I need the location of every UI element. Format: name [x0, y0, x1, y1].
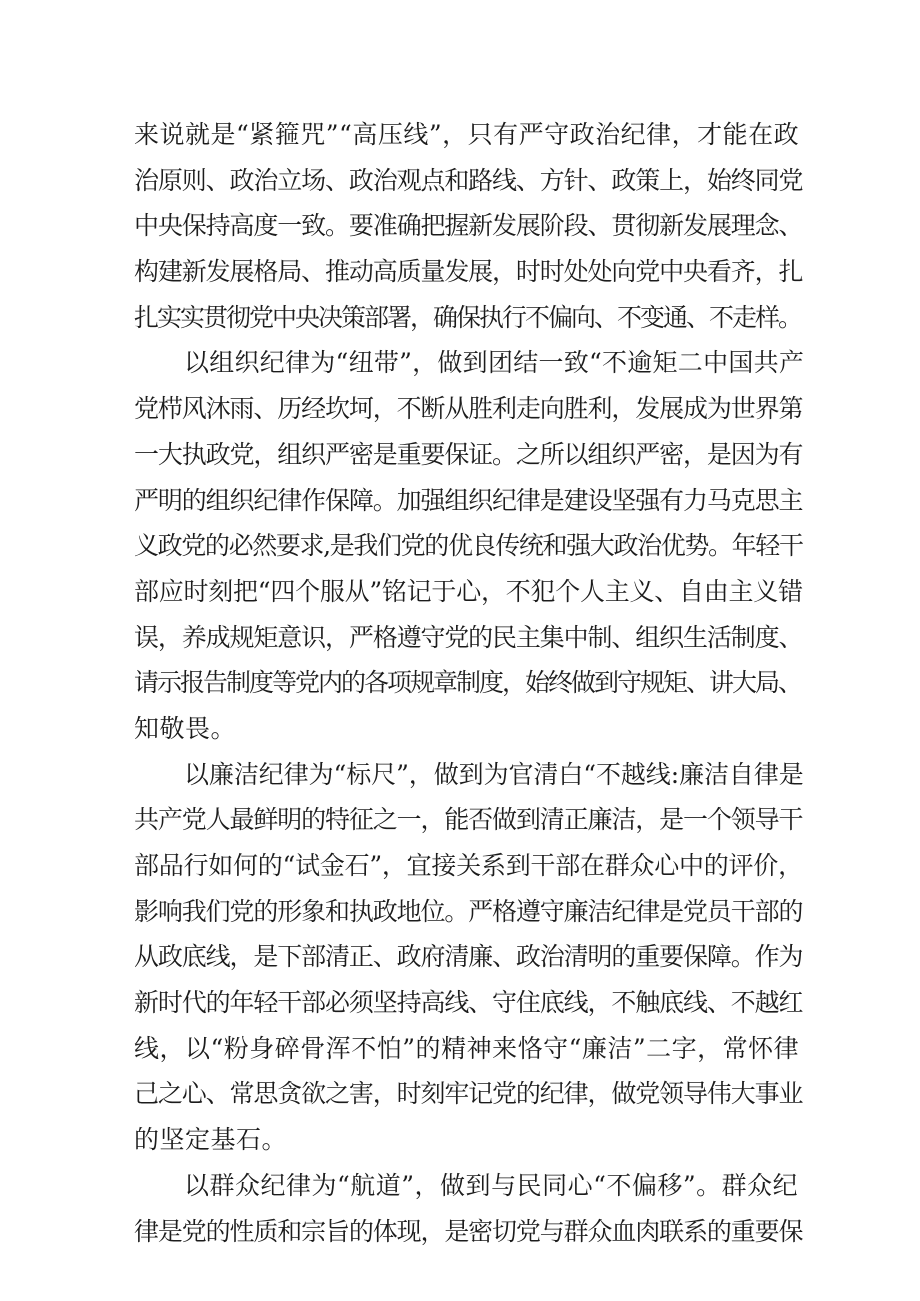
text-line: 义政党的必然要求,是我们党的优良传统和强大政治优势。年轻干 — [134, 531, 803, 561]
text-line: 共产党人最鲜明的特征之一，能否做到清正廉洁，是一个领导干 — [134, 805, 803, 835]
text-line: 构建新发展格局、推动高质量发展，时时处处向党中央看齐，扎 — [134, 257, 803, 287]
text-line: 影响我们党的形象和执政地位。严格遵守廉洁纪律是党员干部的 — [134, 896, 803, 926]
text-line: 以组织纪律为“纽带”，做到团结一致“不逾矩二中国共产 — [184, 348, 805, 378]
text-line: 新时代的年轻干部必须坚持高线、守住底线，不触底线、不越红 — [134, 988, 803, 1018]
paragraph-organizational-discipline — [134, 340, 804, 751]
text-line: 以群众纪律为“航道”，做到与民同心“不偏移”。群众纪 — [184, 1170, 799, 1200]
paragraph-integrity-discipline — [134, 752, 804, 1163]
text-line: 严明的组织纪律作保障。加强组织纪律是建设坚强有力马克思主 — [134, 485, 803, 515]
text-line: 部应时刻把“四个服从”铭记于心，不犯个人主义、自由主义错 — [134, 576, 803, 606]
paragraph-political-discipline — [134, 112, 804, 340]
document-body — [134, 112, 804, 1254]
text-line: 的坚定基石。 — [134, 1125, 288, 1155]
text-line: 线，以“粉身碎骨浑不怕”的精神来恪守“廉洁”二字，常怀律 — [134, 1033, 800, 1063]
text-line: 党栉风沐雨、历经坎坷，不断从胜利走向胜利，发展成为世界第 — [134, 394, 803, 424]
text-line: 中央保持高度一致。要准确把握新发展阶段、贯彻新发展理念、 — [134, 211, 803, 241]
text-line: 误，养成规矩意识，严格遵守党的民主集中制、组织生活制度、 — [134, 622, 803, 652]
text-line: 来说就是“紧箍咒”“高压线”，只有严守政治纪律，才能在政 — [134, 120, 800, 149]
text-line: 部品行如何的“试金石”，宜接关系到干部在群众心中的评价， — [134, 851, 803, 880]
text-line: 请示报告制度等党内的各项规章制度，始终做到守规矩、讲大局、 — [134, 668, 802, 698]
paragraph-mass-discipline — [134, 1163, 804, 1254]
text-line: 扎实实贯彻党中央决策部署，确保执行不偏向、不变通、不走样。 — [134, 302, 802, 332]
text-line: 己之心、常思贪欲之害，时刻牢记党的纪律，做党领导伟大事业 — [134, 1079, 803, 1109]
text-line: 律是党的性质和宗旨的体现，是密切党与群众血肉联系的重要保 — [134, 1216, 803, 1246]
text-line: 一大执政党，组织严密是重要保证。之所以组织严密，是因为有 — [134, 439, 803, 469]
text-line: 知敬畏。 — [134, 713, 237, 743]
text-line: 从政底线，是下部清正、政府清廉、政治清明的重要保障。作为 — [134, 942, 803, 972]
text-line: 治原则、政治立场、政治观点和路线、方针、政策上，始终同党 — [134, 165, 803, 195]
text-line: 以廉洁纪律为“标尺”，做到为官清白“不越线:廉洁自律是 — [184, 759, 804, 789]
